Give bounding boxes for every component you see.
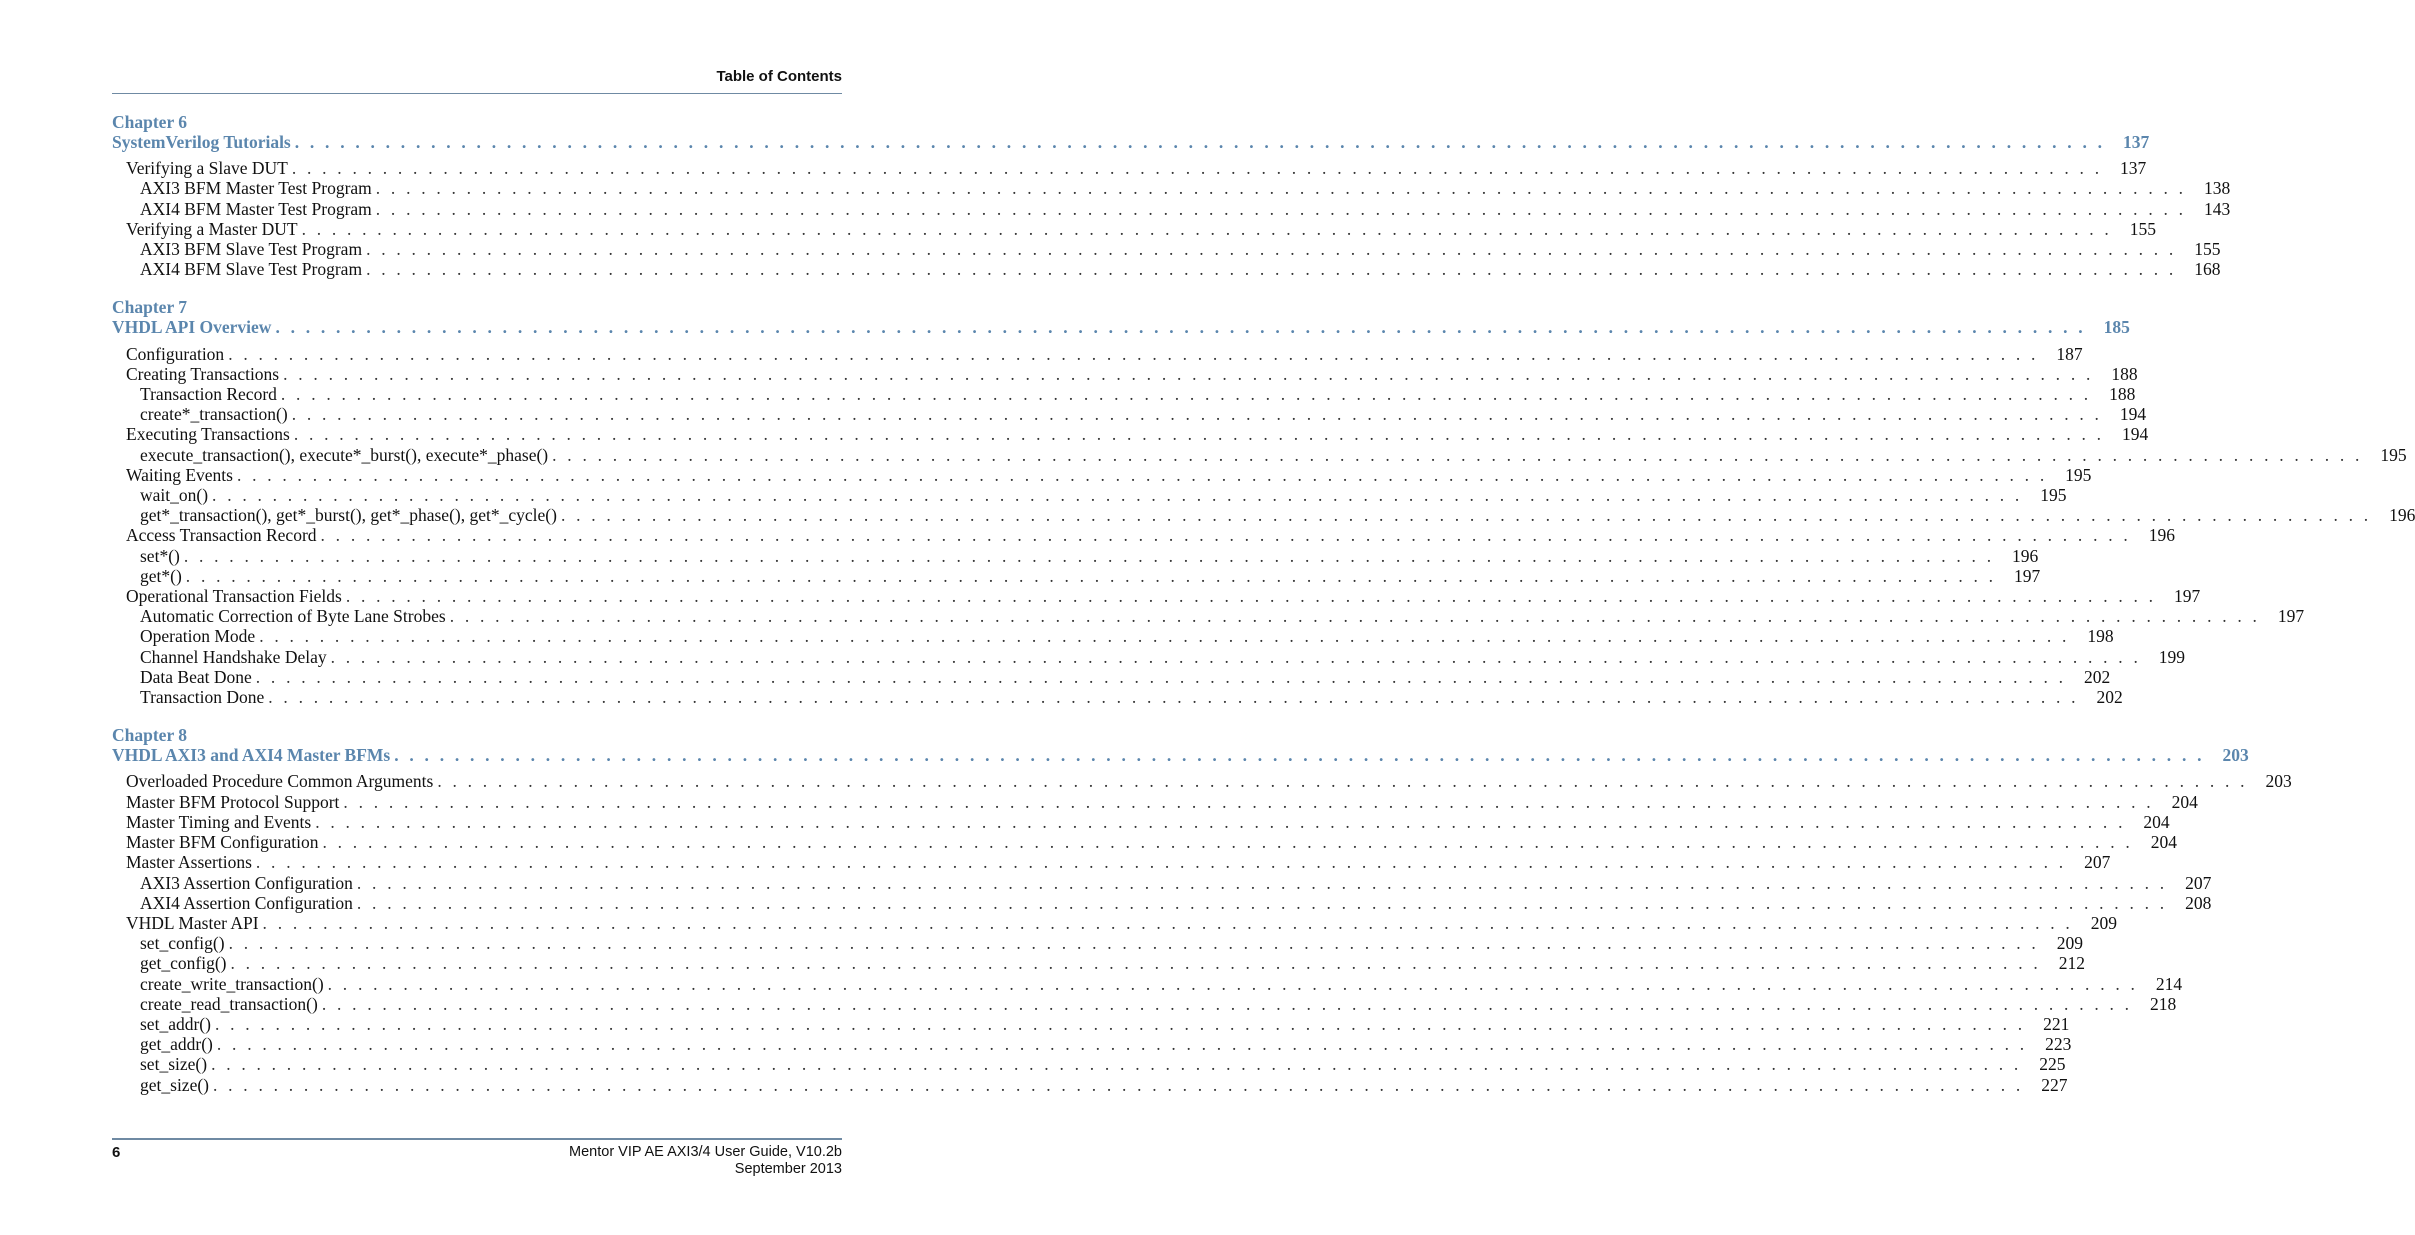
- dot-leader: . . . . . . . . . . . . . . . . . . . . . . . . . . . . . . . . . . . . . . . . . . . . . . . . . . . . . . . . . . . . . . . . . . . . . . . . . . . . . . . . . . . . . . . . . . . . . . . . . . . . . . . . . . . . . . . . . . . . . . . .: [375, 178, 2187, 199]
- toc-entry-text: Executing Transactions: [126, 424, 290, 445]
- dot-leader: . . . . . . . . . . . . . . . . . . . . . . . . . . . . . . . . . . . . . . . . . . . . . . . . . . . . . . . . . . . . . . . . . . . . . . . . . . . . . . . . . . . . . . . . . . . . . . . . . . . . . . . . . . . . . . . . . . . . . . . .: [321, 993, 2133, 1014]
- dot-leader: . . . . . . . . . . . . . . . . . . . . . . . . . . . . . . . . . . . . . . . . . . . . . . . . . . . . . . . . . . . . . . . . . . . . . . . . . . . . . . . . . . . . . . . . . . . . . . . . . . . . . . . . . . . . . . . . . . . . . . . .: [345, 586, 2157, 607]
- toc-entry-text: AXI3 Assertion Configuration: [140, 872, 353, 893]
- toc-entry-page: 204: [2150, 832, 2177, 853]
- toc-entry-text: Operation Mode: [140, 626, 256, 647]
- toc-entry-text: AXI3 BFM Master Test Program: [140, 178, 372, 199]
- toc-entry-page: 208: [2185, 892, 2212, 913]
- toc-entry-page: 207: [2185, 872, 2212, 893]
- toc-entry[interactable]: [112, 892, 2212, 913]
- chapter-block: [112, 297, 2415, 708]
- chapter-title-link-page: 185: [2103, 317, 2130, 338]
- toc-entry-page: 187: [2056, 343, 2083, 364]
- chapter-block: [112, 112, 2231, 280]
- toc-entry[interactable]: [112, 1034, 2072, 1055]
- toc-entry[interactable]: [112, 363, 2138, 384]
- toc-entry-page: 218: [2150, 993, 2177, 1014]
- toc-entry[interactable]: [112, 973, 2183, 994]
- toc-entry[interactable]: [112, 259, 2221, 280]
- page-number: 6: [112, 1144, 121, 1161]
- toc-entry-page: 209: [2056, 933, 2083, 954]
- toc-entry-text: Overloaded Procedure Common Arguments: [126, 771, 434, 792]
- toc-entry-text: VHDL Master API: [126, 912, 259, 933]
- toc-entry[interactable]: [112, 178, 2231, 199]
- dot-leader: . . . . . . . . . . . . . . . . . . . . . . . . . . . . . . . . . . . . . . . . . . . . . . . . . . . . . . . . . . . . . . . . . . . . . . . . . . . . . . . . . . . . . . . . . . . . . . . . . . . . . . . . . . . . . . . . . . . . . . . .: [268, 687, 2079, 708]
- toc-entry[interactable]: [112, 646, 2186, 667]
- toc-entry-text: AXI3 BFM Slave Test Program: [140, 239, 363, 260]
- toc-entry[interactable]: [112, 912, 2117, 933]
- toc-entry-text: set_size(): [140, 1054, 208, 1075]
- toc-entry[interactable]: [112, 687, 2123, 708]
- dot-leader: . . . . . . . . . . . . . . . . . . . . . . . . . . . . . . . . . . . . . . . . . . . . . . . . . . . . . . . . . . . . . . . . . . . . . . . . . . . . . . . . . . . . . . . . . . . . . . . . . . . . . . . . . . . . . . . . . . . . . . . .: [212, 485, 2023, 506]
- toc-entry-page: 194: [2122, 424, 2149, 445]
- dot-leader: . . . . . . . . . . . . . . . . . . . . . . . . . . . . . . . . . . . . . . . . . . . . . . . . . . . . . . . . . . . . . . . . . . . . . . . . . . . . . . . . . . . . . . . . . . . . . . . . . . . . . . . . . . . . . . . . . . . . . . . .: [185, 565, 1997, 586]
- dot-leader: . . . . . . . . . . . . . . . . . . . . . . . . . . . . . . . . . . . . . . . . . . . . . . . . . . . . . . . . . . . . . . . . . . . . . . . . . . . . . . . . . . . . . . . . . . . . . . . . . . . . . . . . . . . . . . . . . . . . . . . .: [283, 363, 2094, 384]
- toc-entry[interactable]: [112, 832, 2177, 853]
- toc-entry-page: 212: [2058, 953, 2085, 974]
- toc-entry-text: get_config(): [140, 953, 227, 974]
- toc-entry-text: set_addr(): [140, 1013, 211, 1034]
- chapter-title-link[interactable]: [112, 132, 2150, 152]
- toc-entry-text: Configuration: [126, 343, 225, 364]
- toc-entry-text: create_read_transaction(): [140, 993, 318, 1014]
- dot-leader: . . . . . . . . . . . . . . . . . . . . . . . . . . . . . . . . . . . . . . . . . . . . . . . . . . . . . . . . . . . . . . . . . . . . . . . . . . . . . . . . . . . . . . . . . . . . . . . . . . . . . . . . . . . . . . . . . . . . . . . .: [236, 464, 2048, 485]
- dot-leader: . . . . . . . . . . . . . . . . . . . . . . . . . . . . . . . . . . . . . . . . . . . . . . . . . . . . . . . . . . . . . . . . . . . . . . . . . . . . . . . . . . . . . . . . . . . . . . . . . . . . . . . . . . . . . . . . . . . . . . . .: [230, 953, 2041, 974]
- toc-entry[interactable]: [112, 626, 2114, 647]
- dot-leader: . . . . . . . . . . . . . . . . . . . . . . . . . . . . . . . . . . . . . . . . . . . . . . . . . . . . . . . . . . . . . . . . . . . . . . . . . . . . . . . . . . . . . . . . . . . . . . . . . . . . . . . . . . . . . . . . . . . . . . . .: [366, 239, 2177, 260]
- toc-entry-text: Operational Transaction Fields: [126, 586, 342, 607]
- toc-entry-text: Access Transaction Record: [126, 525, 317, 546]
- toc-entry[interactable]: [112, 1054, 2066, 1075]
- dot-leader: . . . . . . . . . . . . . . . . . . . . . . . . . . . . . . . . . . . . . . . . . . . . . . . . . . . . . . . . . . . . . . . . . . . . . . . . . . . . . . . . . . . . . . . . . . . . . . . . . . . . . . . . . . . . . . . . . . . . . . . .: [449, 606, 2261, 627]
- toc-entry-page: 188: [2111, 363, 2138, 384]
- dot-leader: . . . . . . . . . . . . . . . . . . . . . . . . . . . . . . . . . . . . . . . . . . . . . . . . . . . . . . . . . . . . . . . . . . . . . . . . . . . . . . . . . . . . . . . . . . . . . . . . . . . . . . . . . . . . . . . . . . . . . . . .: [315, 811, 2126, 832]
- toc-entry[interactable]: [112, 444, 2407, 465]
- dot-leader: . . . . . . . . . . . . . . . . . . . . . . . . . . . . . . . . . . . . . . . . . . . . . . . . . . . . . . . . . . . . . . . . . . . . . . . . . . . . . . . . . . . . . . . . . . . . . . . . . . . . . . . . . . . . . . . . . . . . . . . .: [280, 384, 2092, 405]
- toc-entry-text: set_config(): [140, 933, 225, 954]
- toc-entry-page: 202: [2096, 687, 2123, 708]
- toc-entry[interactable]: [112, 811, 2170, 832]
- dot-leader: . . . . . . . . . . . . . . . . . . . . . . . . . . . . . . . . . . . . . . . . . . . . . . . . . . . . . . . . . . . . . . . . . . . . . . . . . . . . . . . . . . . . . . . . . . . . . . . . . . . . . . . . . . . . . . . . . . . . . . . .: [394, 745, 2205, 766]
- dot-leader: . . . . . . . . . . . . . . . . . . . . . . . . . . . . . . . . . . . . . . . . . . . . . . . . . . . . . . . . . . . . . . . . . . . . . . . . . . . . . . . . . . . . . . . . . . . . . . . . . . . . . . . . . . . . . . . . . . . . . . . .: [343, 791, 2154, 812]
- dot-leader: . . . . . . . . . . . . . . . . . . . . . . . . . . . . . . . . . . . . . . . . . . . . . . . . . . . . . . . . . . . . . . . . . . . . . . . . . . . . . . . . . . . . . . . . . . . . . . . . . . . . . . . . . . . . . . . . . . . . . . . .: [228, 343, 2039, 364]
- dot-leader: . . . . . . . . . . . . . . . . . . . . . . . . . . . . . . . . . . . . . . . . . . . . . . . . . . . . . . . . . . . . . . . . . . . . . . . . . . . . . . . . . . . . . . . . . . . . . . . . . . . . . . . . . . . . . . . . . . . . . . . .: [320, 525, 2131, 546]
- toc-entry[interactable]: [112, 343, 2083, 364]
- toc-entry-page: 195: [2380, 444, 2407, 465]
- chapter-title-link-text: VHDL API Overview: [112, 317, 272, 338]
- dot-leader: . . . . . . . . . . . . . . . . . . . . . . . . . . . . . . . . . . . . . . . . . . . . . . . . . . . . . . . . . . . . . . . . . . . . . . . . . . . . . . . . . . . . . . . . . . . . . . . . . . . . . . . . . . . . . . . . . . . . . . . .: [259, 626, 2070, 647]
- dot-leader: . . . . . . . . . . . . . . . . . . . . . . . . . . . . . . . . . . . . . . . . . . . . . . . . . . . . . . . . . . . . . . . . . . . . . . . . . . . . . . . . . . . . . . . . . . . . . . . . . . . . . . . . . . . . . . . . . . . . . . . .: [211, 1054, 2022, 1075]
- toc-entry[interactable]: [112, 565, 2041, 586]
- toc-entry-page: 198: [2087, 626, 2114, 647]
- toc-entry-text: AXI4 Assertion Configuration: [140, 892, 353, 913]
- toc-entry-text: Verifying a Master DUT: [126, 218, 298, 239]
- dot-leader: . . . . . . . . . . . . . . . . . . . . . . . . . . . . . . . . . . . . . . . . . . . . . . . . . . . . . . . . . . . . . . . . . . . . . . . . . . . . . . . . . . . . . . . . . . . . . . . . . . . . . . . . . . . . . . . . . . . . . . . .: [356, 872, 2168, 893]
- toc-entry-page: 214: [2155, 973, 2183, 994]
- toc-entry-text: execute_transaction(), execute*_burst(), execute*_phase(): [140, 444, 549, 465]
- dot-leader: . . . . . . . . . . . . . . . . . . . . . . . . . . . . . . . . . . . . . . . . . . . . . . . . . . . . . . . . . . . . . . . . . . . . . . . . . . . . . . . . . . . . . . . . . . . . . . . . . . . . . . . . . . . . . . . . . . . . . . . .: [275, 317, 2086, 338]
- toc-entry-text: get_addr(): [140, 1034, 213, 1055]
- footer-info: [569, 1144, 842, 1178]
- toc-entry[interactable]: [112, 218, 2156, 239]
- toc-entry[interactable]: [112, 1013, 2070, 1034]
- toc-entry-page: 207: [2084, 852, 2111, 873]
- dot-leader: . . . . . . . . . . . . . . . . . . . . . . . . . . . . . . . . . . . . . . . . . . . . . . . . . . . . . . . . . . . . . . . . . . . . . . . . . . . . . . . . . . . . . . . . . . . . . . . . . . . . . . . . . . . . . . . . . . . . . . . .: [228, 933, 2039, 954]
- dot-leader: . . . . . . . . . . . . . . . . . . . . . . . . . . . . . . . . . . . . . . . . . . . . . . . . . . . . . . . . . . . . . . . . . . . . . . . . . . . . . . . . . . . . . . . . . . . . . . . . . . . . . . . . . . . . . . . . . . . . . . . .: [262, 912, 2073, 933]
- toc-entry-page: 155: [2194, 239, 2221, 260]
- dot-leader: . . . . . . . . . . . . . . . . . . . . . . . . . . . . . . . . . . . . . . . . . . . . . . . . . . . . . . . . . . . . . . . . . . . . . . . . . . . . . . . . . . . . . . . . . . . . . . . . . . . . . . . . . . . . . . . . . . . . . . . .: [356, 892, 2168, 913]
- chapter-label[interactable]: Chapter 7: [112, 297, 188, 318]
- toc-entry-text: AXI4 BFM Master Test Program: [140, 198, 372, 219]
- dot-leader: . . . . . . . . . . . . . . . . . . . . . . . . . . . . . . . . . . . . . . . . . . . . . . . . . . . . . . . . . . . . . . . . . . . . . . . . . . . . . . . . . . . . . . . . . . . . . . . . . . . . . . . . . . . . . . . . . . . . . . . .: [213, 1074, 2024, 1095]
- chapter-label[interactable]: Chapter 6: [112, 112, 188, 132]
- toc-entry-text: wait_on(): [140, 485, 209, 506]
- toc-entry-text: Automatic Correction of Byte Lane Strobes: [140, 606, 446, 627]
- toc-entry[interactable]: [112, 1074, 2068, 1095]
- chapter-title-link-text: SystemVerilog Tutorials: [112, 132, 291, 152]
- toc-entry-text: Verifying a Slave DUT: [126, 158, 288, 179]
- toc-entry-page: 223: [2045, 1034, 2072, 1055]
- chapter-title-link[interactable]: [112, 317, 2130, 338]
- toc-entry-text: Channel Handshake Delay: [140, 646, 327, 667]
- toc-entry-page: 197: [2013, 565, 2041, 586]
- toc-entry-text: get*_transaction(), get*_burst(), get*_phase(), get*_cycle(): [140, 505, 557, 526]
- dot-leader: . . . . . . . . . . . . . . . . . . . . . . . . . . . . . . . . . . . . . . . . . . . . . . . . . . . . . . . . . . . . . . . . . . . . . . . . . . . . . . . . . . . . . . . . . . . . . . . . . . . . . . . . . . . . . . . . . . . . . . . .: [552, 444, 2363, 465]
- toc-entry-text: create_write_transaction(): [140, 973, 324, 994]
- toc-entry-page: 204: [2171, 791, 2198, 812]
- dot-leader: . . . . . . . . . . . . . . . . . . . . . . . . . . . . . . . . . . . . . . . . . . . . . . . . . . . . . . . . . . . . . . . . . . . . . . . . . . . . . . . . . . . . . . . . . . . . . . . . . . . . . . . . . . . . . . . . . . . . . . . .: [301, 218, 2112, 239]
- toc-entry-page: 203: [2265, 771, 2292, 792]
- toc-entry-page: 196: [2148, 525, 2175, 546]
- toc-entry-page: 204: [2143, 811, 2170, 832]
- toc-entry[interactable]: [112, 464, 2092, 485]
- toc-entry-text: AXI4 BFM Slave Test Program: [140, 259, 363, 280]
- toc-entry-page: 199: [2158, 646, 2186, 667]
- toc-entry[interactable]: [112, 239, 2221, 260]
- toc-entry[interactable]: [112, 606, 2305, 627]
- toc-entry-page: 196: [2389, 505, 2415, 526]
- toc-entry[interactable]: [112, 505, 2415, 526]
- toc-entry-text: Master Assertions: [126, 852, 252, 873]
- toc-entry-page: 143: [2203, 198, 2231, 219]
- dot-leader: . . . . . . . . . . . . . . . . . . . . . . . . . . . . . . . . . . . . . . . . . . . . . . . . . . . . . . . . . . . . . . . . . . . . . . . . . . . . . . . . . . . . . . . . . . . . . . . . . . . . . . . . . . . . . . . . . . . . . . . .: [255, 666, 2067, 687]
- toc-entry[interactable]: [112, 666, 2111, 687]
- dot-leader: . . . . . . . . . . . . . . . . . . . . . . . . . . . . . . . . . . . . . . . . . . . . . . . . . . . . . . . . . . . . . . . . . . . . . . . . . . . . . . . . . . . . . . . . . . . . . . . . . . . . . . . . . . . . . . . . . . . . . . . .: [216, 1034, 2028, 1055]
- dot-leader: . . . . . . . . . . . . . . . . . . . . . . . . . . . . . . . . . . . . . . . . . . . . . . . . . . . . . . . . . . . . . . . . . . . . . . . . . . . . . . . . . . . . . . . . . . . . . . . . . . . . . . . . . . . . . . . . . . . . . . . .: [214, 1013, 2026, 1034]
- toc-entry-page: 188: [2109, 384, 2136, 405]
- toc-entry[interactable]: [112, 933, 2083, 954]
- toc-entry-page: 138: [2203, 178, 2231, 199]
- chapter-label[interactable]: Chapter 8: [112, 725, 188, 746]
- toc-entry-text: get*(): [140, 565, 182, 586]
- footer-doc-title: Mentor VIP AE AXI3/4 User Guide, V10.2b: [569, 1144, 842, 1160]
- toc-entry[interactable]: [112, 545, 2039, 566]
- dot-leader: . . . . . . . . . . . . . . . . . . . . . . . . . . . . . . . . . . . . . . . . . . . . . . . . . . . . . . . . . . . . . . . . . . . . . . . . . . . . . . . . . . . . . . . . . . . . . . . . . . . . . . . . . . . . . . . . . . . . . . . .: [437, 771, 2248, 792]
- toc-entry-page: 195: [2065, 464, 2092, 485]
- toc-entry-page: 137: [2120, 158, 2147, 179]
- toc-entry-page: 197: [2174, 586, 2201, 607]
- dot-leader: . . . . . . . . . . . . . . . . . . . . . . . . . . . . . . . . . . . . . . . . . . . . . . . . . . . . . . . . . . . . . . . . . . . . . . . . . . . . . . . . . . . . . . . . . . . . . . . . . . . . . . . . . . . . . . . . . . . . . . . .: [330, 646, 2142, 667]
- dot-leader: . . . . . . . . . . . . . . . . . . . . . . . . . . . . . . . . . . . . . . . . . . . . . . . . . . . . . . . . . . . . . . . . . . . . . . . . . . . . . . . . . . . . . . . . . . . . . . . . . . . . . . . . . . . . . . . . . . . . . . . .: [294, 132, 2106, 152]
- toc-entry[interactable]: [112, 791, 2198, 812]
- dot-leader: . . . . . . . . . . . . . . . . . . . . . . . . . . . . . . . . . . . . . . . . . . . . . . . . . . . . . . . . . . . . . . . . . . . . . . . . . . . . . . . . . . . . . . . . . . . . . . . . . . . . . . . . . . . . . . . . . . . . . . . .: [255, 852, 2067, 873]
- toc-entry-text: Creating Transactions: [126, 363, 280, 384]
- toc-entry-text: get_size(): [140, 1074, 209, 1095]
- toc-entry-page: 209: [2090, 912, 2117, 933]
- toc-entry[interactable]: [112, 158, 2147, 179]
- dot-leader: . . . . . . . . . . . . . . . . . . . . . . . . . . . . . . . . . . . . . . . . . . . . . . . . . . . . . . . . . . . . . . . . . . . . . . . . . . . . . . . . . . . . . . . . . . . . . . . . . . . . . . . . . . . . . . . . . . . . . . . .: [375, 198, 2187, 219]
- dot-leader: . . . . . . . . . . . . . . . . . . . . . . . . . . . . . . . . . . . . . . . . . . . . . . . . . . . . . . . . . . . . . . . . . . . . . . . . . . . . . . . . . . . . . . . . . . . . . . . . . . . . . . . . . . . . . . . . . . . . . . . .: [560, 505, 2372, 526]
- toc-entry-text: Master BFM Protocol Support: [126, 791, 340, 812]
- toc-entry-text: Data Beat Done: [140, 666, 252, 687]
- toc-entry[interactable]: [112, 198, 2231, 219]
- footer-rule: [112, 1138, 842, 1140]
- toc-entry[interactable]: [112, 993, 2177, 1014]
- toc-entry-text: Waiting Events: [126, 464, 233, 485]
- toc-entry-page: 195: [2040, 485, 2067, 506]
- dot-leader: . . . . . . . . . . . . . . . . . . . . . . . . . . . . . . . . . . . . . . . . . . . . . . . . . . . . . . . . . . . . . . . . . . . . . . . . . . . . . . . . . . . . . . . . . . . . . . . . . . . . . . . . . . . . . . . . . . . . . . . .: [183, 545, 1995, 566]
- toc-entry-text: Transaction Record: [140, 384, 277, 405]
- toc-entry-page: 221: [2043, 1013, 2070, 1034]
- dot-leader: . . . . . . . . . . . . . . . . . . . . . . . . . . . . . . . . . . . . . . . . . . . . . . . . . . . . . . . . . . . . . . . . . . . . . . . . . . . . . . . . . . . . . . . . . . . . . . . . . . . . . . . . . . . . . . . . . . . . . . . .: [366, 259, 2177, 280]
- toc-entry[interactable]: [112, 525, 2175, 546]
- table-of-contents: [112, 112, 2415, 1113]
- dot-leader: . . . . . . . . . . . . . . . . . . . . . . . . . . . . . . . . . . . . . . . . . . . . . . . . . . . . . . . . . . . . . . . . . . . . . . . . . . . . . . . . . . . . . . . . . . . . . . . . . . . . . . . . . . . . . . . . . . . . . . . .: [293, 424, 2105, 445]
- footer-date: September 2013: [734, 1161, 842, 1177]
- dot-leader: . . . . . . . . . . . . . . . . . . . . . . . . . . . . . . . . . . . . . . . . . . . . . . . . . . . . . . . . . . . . . . . . . . . . . . . . . . . . . . . . . . . . . . . . . . . . . . . . . . . . . . . . . . . . . . . . . . . . . . . .: [291, 158, 2103, 179]
- toc-entry[interactable]: [112, 424, 2149, 445]
- toc-entry[interactable]: [112, 586, 2201, 607]
- dot-leader: . . . . . . . . . . . . . . . . . . . . . . . . . . . . . . . . . . . . . . . . . . . . . . . . . . . . . . . . . . . . . . . . . . . . . . . . . . . . . . . . . . . . . . . . . . . . . . . . . . . . . . . . . . . . . . . . . . . . . . . .: [291, 404, 2103, 425]
- toc-entry-text: Transaction Done: [140, 687, 265, 708]
- toc-entry-page: 197: [2277, 606, 2305, 627]
- toc-entry-text: Master BFM Configuration: [126, 832, 319, 853]
- toc-entry[interactable]: [112, 404, 2147, 425]
- chapter-title-link-text: VHDL AXI3 and AXI4 Master BFMs: [112, 745, 391, 766]
- toc-entry-page: 202: [2083, 666, 2111, 687]
- toc-entry-page: 196: [2012, 545, 2039, 566]
- toc-entry[interactable]: [112, 485, 2067, 506]
- toc-entry-page: 168: [2194, 259, 2221, 280]
- toc-entry[interactable]: [112, 384, 2136, 405]
- toc-entry-page: 194: [2119, 404, 2147, 425]
- toc-entry-text: set*(): [140, 545, 180, 566]
- toc-entry[interactable]: [112, 852, 2111, 873]
- toc-entry-text: create*_transaction(): [140, 404, 288, 425]
- chapter-title-link-page: 203: [2222, 745, 2249, 766]
- dot-leader: . . . . . . . . . . . . . . . . . . . . . . . . . . . . . . . . . . . . . . . . . . . . . . . . . . . . . . . . . . . . . . . . . . . . . . . . . . . . . . . . . . . . . . . . . . . . . . . . . . . . . . . . . . . . . . . . . . . . . . . .: [327, 973, 2139, 994]
- toc-entry-page: 225: [2039, 1054, 2066, 1075]
- dot-leader: . . . . . . . . . . . . . . . . . . . . . . . . . . . . . . . . . . . . . . . . . . . . . . . . . . . . . . . . . . . . . . . . . . . . . . . . . . . . . . . . . . . . . . . . . . . . . . . . . . . . . . . . . . . . . . . . . . . . . . . .: [322, 832, 2133, 853]
- chapter-title-link-page: 137: [2122, 132, 2150, 152]
- toc-entry-text: Master Timing and Events: [126, 811, 312, 832]
- toc-entry[interactable]: [112, 872, 2212, 893]
- chapter-title-link[interactable]: [112, 745, 2249, 766]
- toc-entry-page: 155: [2129, 218, 2156, 239]
- toc-entry[interactable]: [112, 771, 2292, 792]
- toc-entry[interactable]: [112, 953, 2085, 974]
- header-rule: [112, 93, 842, 94]
- chapter-block: [112, 725, 2292, 1095]
- running-header-title: Table of Contents: [716, 68, 842, 85]
- toc-entry-page: 227: [2041, 1074, 2068, 1095]
